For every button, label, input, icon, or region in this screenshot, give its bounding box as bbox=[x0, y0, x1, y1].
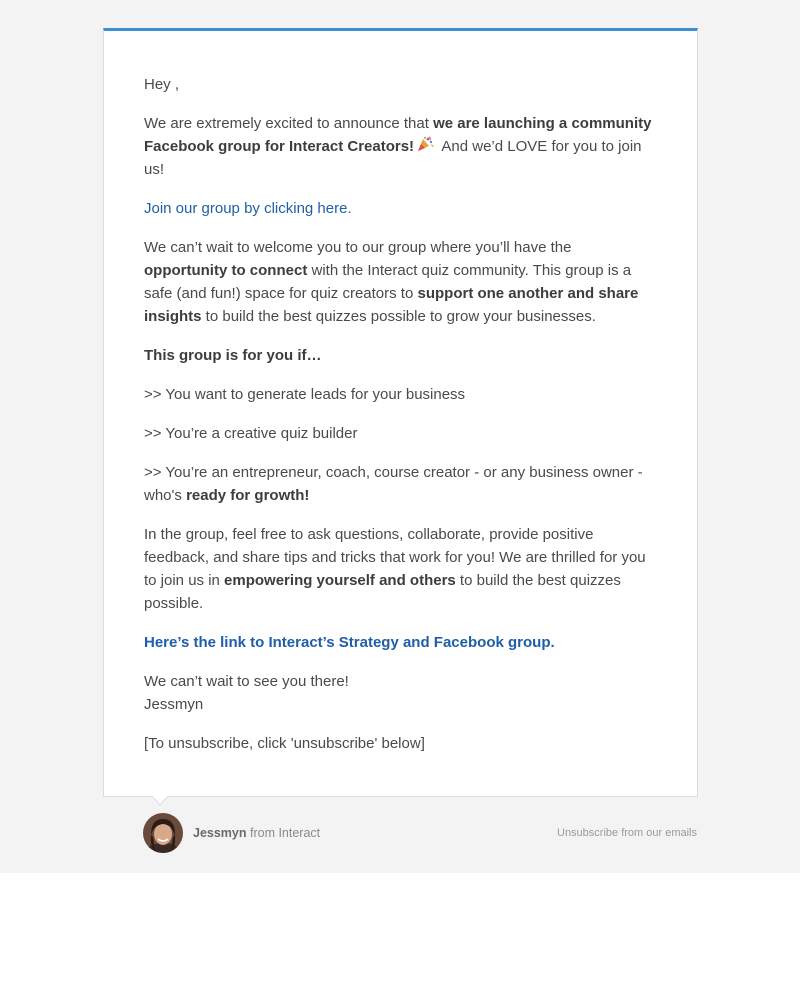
closing-block bbox=[144, 670, 657, 716]
join-paragraph bbox=[144, 197, 657, 220]
welcome-paragraph: We can’t wait to welcome you to our group where you’ll have the opportunity to connect with the Interact quiz community. This group is a safe (and fun!) space for quiz creators to support one another and share insights to build the best quizzes possible to grow your businesses. bbox=[144, 239, 639, 325]
card-pointer bbox=[152, 796, 168, 806]
closing-line: We can’t wait to see you there! bbox=[144, 673, 349, 690]
greeting: Hey , bbox=[144, 76, 180, 93]
party-popper-icon bbox=[416, 136, 434, 152]
signature: Jessmyn bbox=[144, 696, 204, 713]
intro-paragraph: We are extremely excited to announce that we are launching a community Facebook group for Interact Creators! And we’d LOVE for you to join us! bbox=[144, 115, 652, 178]
bullet-item: >> You’re a creative quiz builder bbox=[144, 425, 358, 442]
strategy-group-link[interactable]: Here’s the link to Interact’s Strategy and Facebook group. bbox=[144, 634, 555, 651]
bullet-item: >> You want to generate leads for your business bbox=[144, 386, 466, 403]
unsubscribe-note: [To unsubscribe, click 'unsubscribe' below] bbox=[144, 735, 425, 752]
bullet-item: >> You’re an entrepreneur, coach, course creator - or any business owner - who's ready for growth! bbox=[144, 464, 643, 504]
footer-sender bbox=[193, 825, 320, 841]
avatar bbox=[143, 813, 183, 853]
intro-highlight: we are launching a community Facebook group for Interact Creators! bbox=[144, 115, 652, 155]
unsubscribe-link[interactable]: Unsubscribe from our emails bbox=[557, 827, 697, 839]
for-you-heading: This group is for you if… bbox=[144, 347, 322, 364]
sender-from: from Interact bbox=[246, 826, 321, 840]
group-paragraph: In the group, feel free to ask questions, collaborate, provide positive feedback, and share tips and tricks that work for you! We are thrilled for you to join us in empowering yourself and others to build the best quizzes possible. bbox=[144, 526, 646, 612]
email-card bbox=[103, 28, 698, 797]
join-group-link[interactable]: Join our group by clicking here. bbox=[144, 200, 352, 217]
sender-name: Jessmyn bbox=[193, 826, 247, 840]
strategy-paragraph bbox=[144, 631, 657, 654]
